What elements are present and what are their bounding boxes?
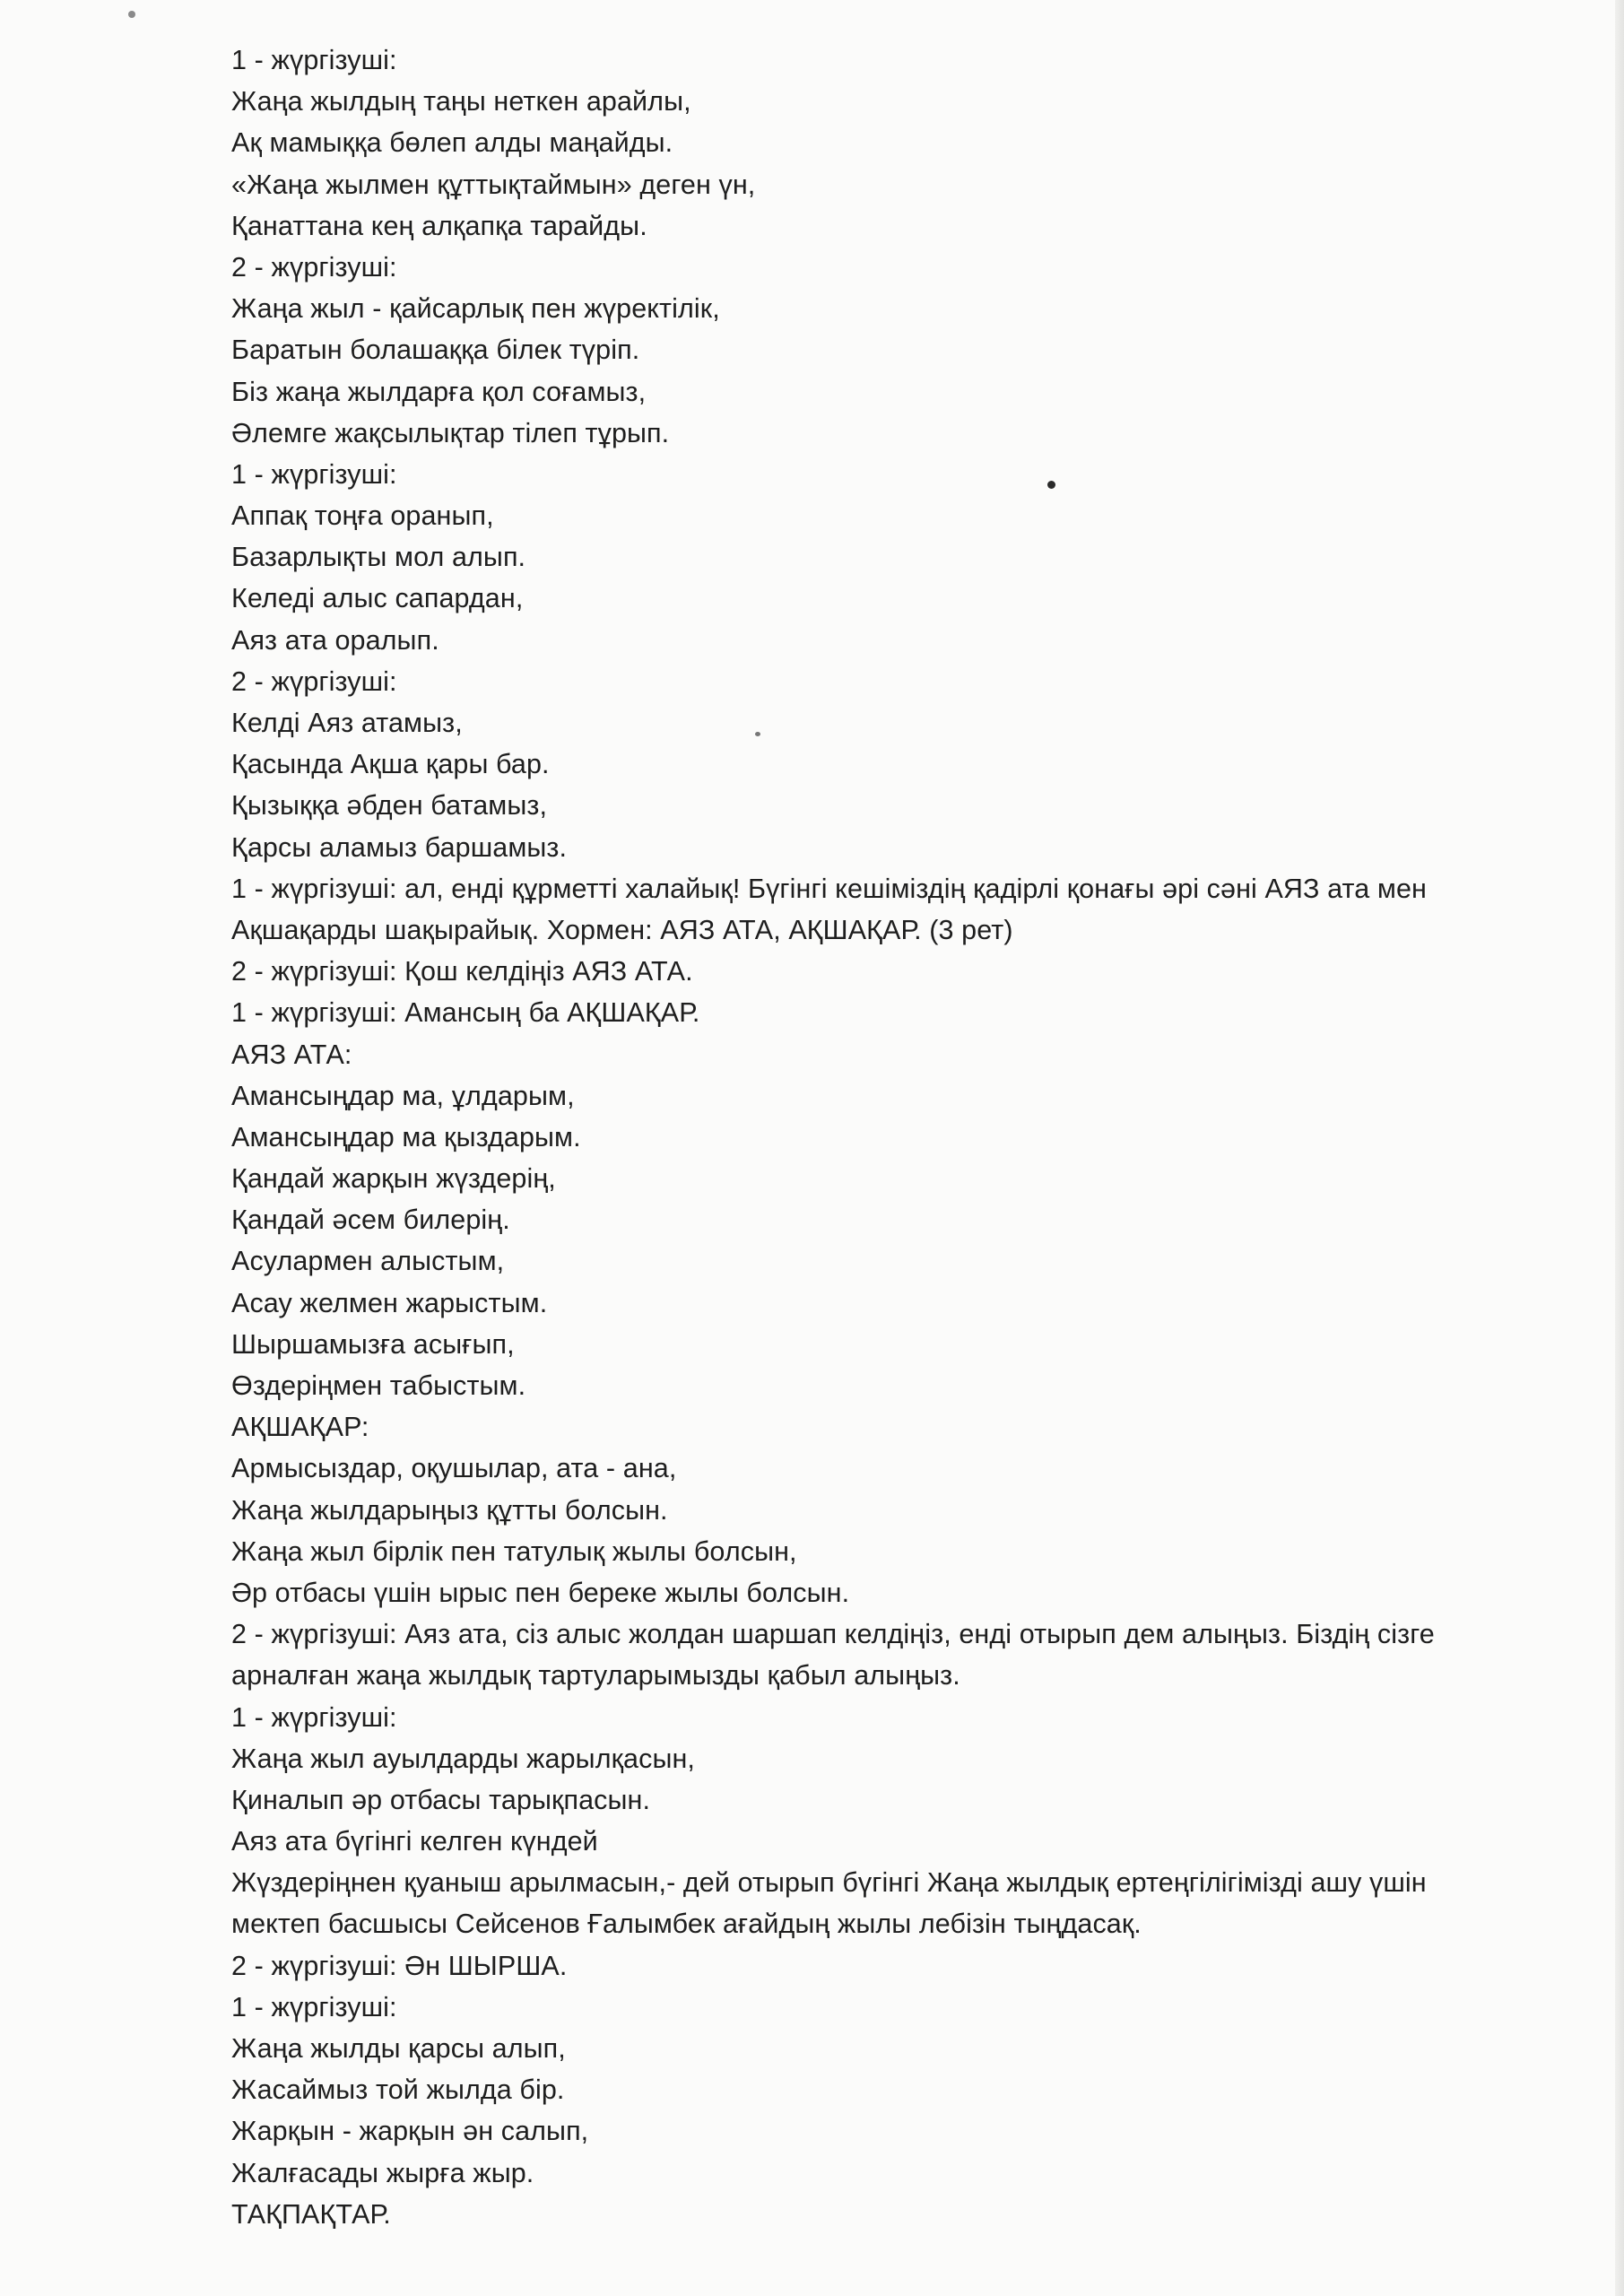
text-line: Шыршамызға асығып,	[231, 1328, 515, 1360]
text-line: 1 - жүргізуші:	[231, 45, 397, 75]
text-line: АЯЗ АТА:	[231, 1039, 352, 1070]
text-line: Базарлықты мол алып.	[231, 542, 526, 573]
text-line: 2 - жүргізуші:	[231, 251, 397, 283]
text-line: Жалғасады жырға жыр.	[231, 2157, 534, 2188]
text-line: мектеп басшысы Сейсенов Ғалымбек ағайдың жылы лебізін тыңдасақ.	[231, 1909, 1142, 1940]
document-text	[231, 39, 1541, 2235]
text-line: Әлемге жақсылықтар тілеп тұрып.	[231, 417, 670, 448]
text-line: Қиналып әр отбасы тарықпасын.	[231, 1784, 651, 1815]
text-line: Амансыңдар ма, ұлдарым,	[231, 1080, 575, 1111]
text-line: 1 - жүргізуші:	[231, 1991, 397, 2022]
text-line: 1 - жүргізуші: ал, енді құрметті халайық! Бүгінгі кешіміздің қадірлі қонағы әрі сәні АЯЗ ата мен	[231, 873, 1427, 904]
text-line: Амансыңдар ма қыздарым.	[231, 1121, 581, 1152]
text-line: Асулармен алыстым,	[231, 1246, 505, 1277]
text-line: «Жаңа жылмен құттықтаймын» деген үн,	[231, 169, 756, 200]
text-line: 2 - жүргізуші: Ән ШЫРША.	[231, 1950, 568, 1981]
text-line: Аппақ тоңға оранып,	[231, 500, 494, 532]
text-line: Армысыздар, оқушылар, ата - ана,	[231, 1453, 677, 1484]
text-line: Жүздеріңнен қуаныш арылмасын,- дей отырып бүгінгі Жаңа жылдық ертеңгілігімізді ашу үшін	[231, 1867, 1427, 1899]
text-line: 2 - жүргізуші: Аяз ата, сіз алыс жолдан шаршап келдіңіз, енді отырып дем алыңыз. Біздің сізге	[231, 1619, 1435, 1650]
text-line: 2 - жүргізуші:	[231, 665, 397, 697]
text-line: Аяз ата бүгінгі келген күндей	[231, 1826, 598, 1857]
text-line: Қандай жарқын жүздерің,	[231, 1163, 556, 1195]
text-line: Жаңа жыл - қайсарлық пен жүректілік,	[231, 293, 720, 325]
text-line: Әр отбасы үшін ырыс пен береке жылы болсын.	[231, 1577, 850, 1608]
text-line: Жаңа жылдарыңыз құтты болсын.	[231, 1494, 668, 1526]
text-line: ТАҚПАҚТАР.	[231, 2198, 391, 2230]
text-line: Біз жаңа жылдарға қол соғамыз,	[231, 376, 647, 407]
scan-speck	[128, 11, 135, 18]
text-line: Жасаймыз той жылда бір.	[231, 2074, 565, 2106]
text-line: Ақшақарды шақырайық. Хормен: АЯЗ АТА, АҚШАҚАР. (3 рет)	[231, 914, 1013, 945]
text-line: Баратын болашаққа білек түріп.	[231, 335, 640, 366]
text-line: Қасында Ақша қары бар.	[231, 749, 550, 780]
text-line: Асау желмен жарыстым.	[231, 1287, 548, 1318]
text-line: Ақ мамыққа бөлеп алды маңайды.	[231, 127, 673, 159]
text-line: Қанаттана кең алқапқа тарайды.	[231, 210, 647, 241]
text-line: 1 - жүргізуші:	[231, 1701, 397, 1733]
text-line: 2 - жүргізуші: Қош келдіңіз АЯЗ АТА.	[231, 956, 693, 987]
text-line: Келді Аяз атамыз,	[231, 708, 463, 738]
text-line: Жаңа жылдың таңы неткен арайлы,	[231, 86, 691, 117]
text-line: Аяз ата оралып.	[231, 624, 439, 656]
text-line: Жарқын - жарқын ән салып,	[231, 2116, 589, 2147]
text-line: Өздеріңмен табыстым.	[231, 1370, 526, 1401]
text-line: 1 - жүргізуші: Амансың ба АҚШАҚАР.	[231, 997, 700, 1029]
text-line: 1 - жүргізуші:	[231, 458, 397, 490]
text-line: Қандай әсем билерің.	[231, 1205, 510, 1236]
text-line: Қарсы аламыз баршамыз.	[231, 831, 568, 863]
text-line: Қызыққа әбден батамыз,	[231, 790, 548, 822]
text-line: Жаңа жыл бірлік пен татулық жылы болсын,	[231, 1535, 797, 1567]
scan-edge-shadow	[1615, 0, 1624, 2296]
text-line: Жаңа жыл ауылдарды жарылқасын,	[231, 1743, 695, 1774]
text-line: арналған жаңа жылдық тартуларымызды қабыл алыңыз.	[231, 1660, 960, 1692]
text-line: Жаңа жылды қарсы алып,	[231, 2033, 566, 2064]
text-line: АҚШАҚАР:	[231, 1412, 369, 1443]
text-line: Келеді алыс сапардан,	[231, 583, 524, 614]
